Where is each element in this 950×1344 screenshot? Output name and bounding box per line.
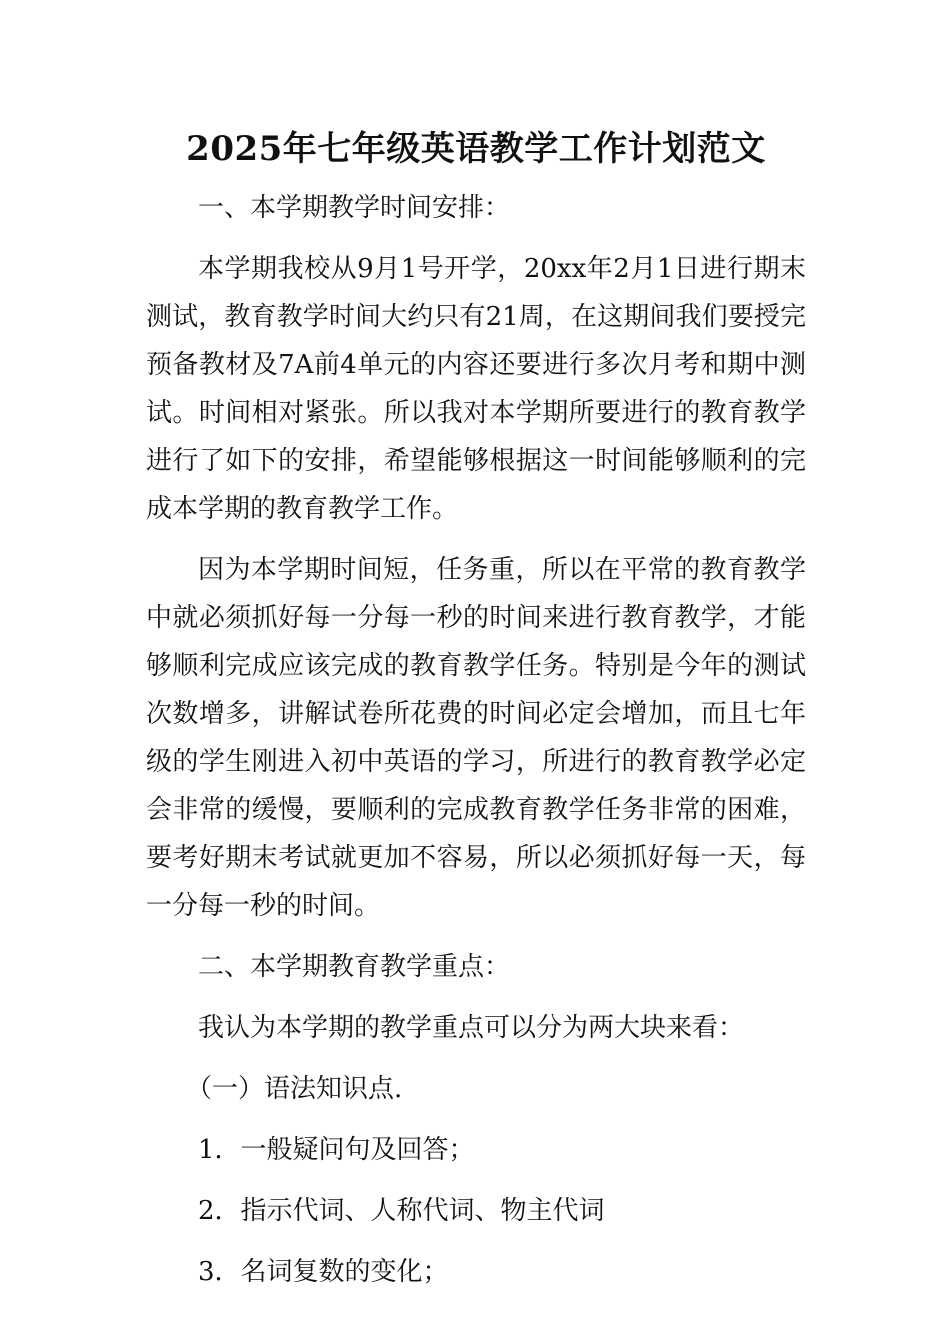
document-title: 2025年七年级英语教学工作计划范文: [186, 129, 766, 169]
document-page: [146, 120, 806, 1296]
subsection-grammar: （一）语法知识点.: [186, 1074, 403, 1104]
list-item: 1．一般疑问句及回答；: [198, 1135, 475, 1165]
section-heading-teaching-focus: 二、本学期教育教学重点：: [198, 952, 511, 982]
section-heading-time-arrangement: 一、本学期教学时间安排：: [198, 193, 511, 223]
list-item: 3．名词复数的变化；: [198, 1257, 449, 1287]
paragraph-focus-intro: 我认为本学期的教学重点可以分为两大块来看：: [198, 1013, 745, 1043]
paragraph-time-arrangement: 本学期我校从9月1号开学，20xx年2月1日进行期末测试，教育教学时间大约只有21周，在这期间我们要授完预备教材及7A前4单元的内容还要进行多次月考和期中测试。时间相对紧张。所以我对本学期所要进行的教育教学进行了如下的安排，希望能够根据这一时间能够顺利的完成本学期的教育教学工作。: [146, 254, 806, 524]
paragraph-time-pressure: 因为本学期时间短，任务重，所以在平常的教育教学中就必须抓好每一分每一秒的时间来进行教育教学，才能够顺利完成应该完成的教育教学任务。特别是今年的测试次数增多，讲解试卷所花费的时间必定会增加，而且七年级的学生刚进入初中英语的学习，所进行的教育教学必定会非常的缓慢，要顺利的完成教育教学任务非常的困难，要考好期末考试就更加不容易，所以必须抓好每一天，每一分每一秒的时间。: [146, 555, 806, 921]
list-item: 2．指示代词、人称代词、物主代词: [198, 1196, 605, 1226]
